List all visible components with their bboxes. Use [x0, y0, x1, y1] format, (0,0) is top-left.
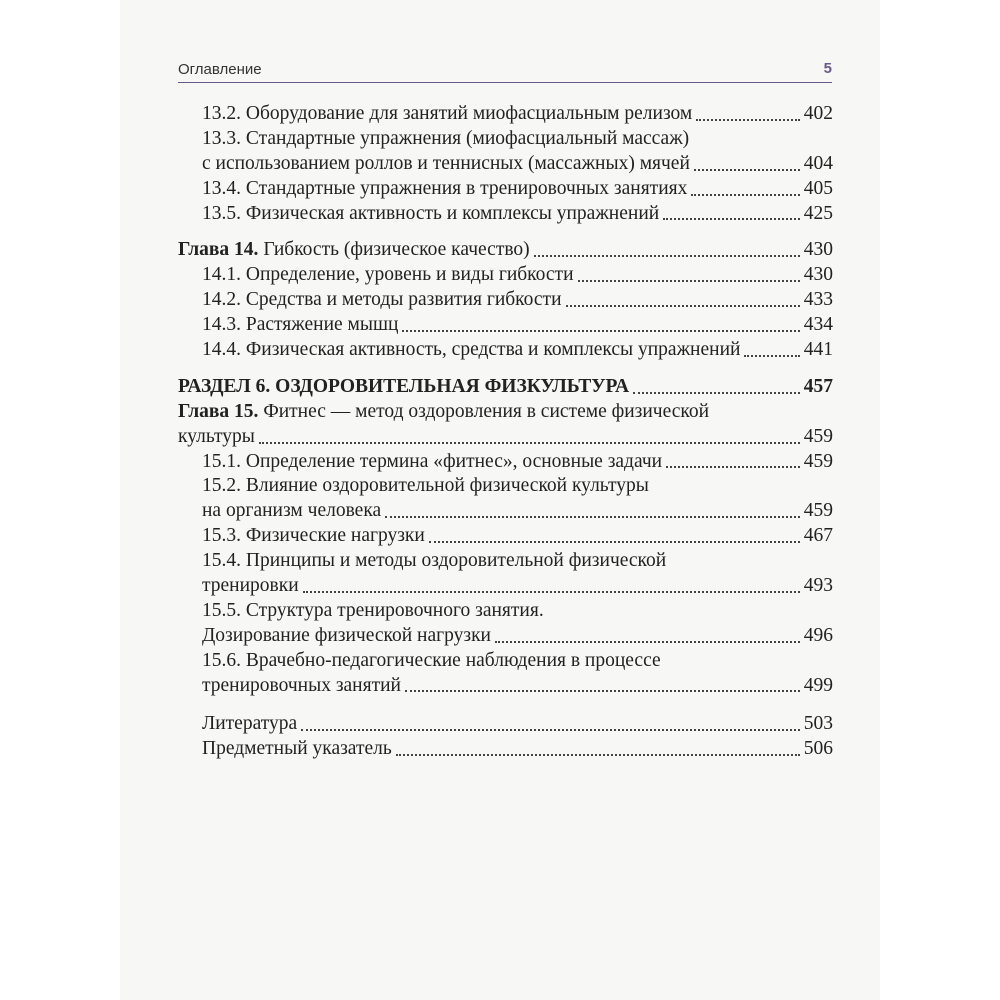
- toc-page-number: 459: [803, 500, 833, 522]
- toc-entry-13-3[interactable]: [178, 127, 833, 177]
- toc-line: 13.2. Оборудование для занятий миофасциальным релизом: [202, 103, 693, 124]
- toc-line: 15.5. Структура тренировочного занятия.: [202, 599, 544, 621]
- toc-line: РАЗДЕЛ 6. ОЗДОРОВИТЕЛЬНАЯ ФИЗКУЛЬТУРА: [178, 375, 630, 397]
- toc-line: Дозирование физической нагрузки: [202, 624, 491, 646]
- dot-leader: [696, 102, 799, 127]
- toc-line: 15.2. Влияние оздоровительной физической культуры: [202, 475, 649, 497]
- toc-page-number: 433: [803, 289, 833, 311]
- toc-entry-text: [202, 674, 401, 699]
- toc-entry-text: [202, 313, 398, 338]
- toc-line: тренировки: [202, 575, 299, 597]
- toc-line: Фитнес — метод оздоровления в системе физической: [258, 400, 710, 422]
- toc-page-number: 457: [803, 375, 833, 397]
- toc-page-number: 496: [803, 624, 833, 646]
- chapter-label: Глава 14.: [178, 239, 259, 261]
- toc-entry-15-4[interactable]: [178, 549, 833, 599]
- toc-line: 13.3. Стандартные упражнения (миофасциальный массаж): [202, 127, 690, 149]
- toc-line: 14.3. Растяжение мышц: [202, 314, 399, 336]
- toc-page-number: 404: [803, 152, 833, 174]
- toc-page-number: 467: [803, 525, 833, 547]
- toc-line: 14.2. Средства и методы развития гибкости: [202, 289, 562, 311]
- toc-entry-14-4[interactable]: [178, 338, 833, 363]
- dot-leader: [259, 425, 800, 450]
- toc-entry-text: [202, 600, 544, 621]
- toc-entry-text: [178, 238, 530, 263]
- toc-entry-text: [202, 263, 574, 288]
- toc-entry-15-5[interactable]: [178, 599, 833, 649]
- table-of-contents: [178, 102, 833, 762]
- toc-line: Гибкость (физическое качество): [258, 239, 530, 261]
- toc-entry-13-2[interactable]: [178, 102, 833, 127]
- toc-entry-text: [202, 202, 659, 227]
- toc-line: 14.4. Физическая активность, средства и комплексы упражнений: [202, 339, 741, 361]
- toc-line: 15.3. Физические нагрузки: [202, 525, 425, 547]
- toc-spacer: [178, 698, 833, 712]
- toc-page-number: 459: [803, 425, 833, 447]
- toc-line: на организм человека: [202, 500, 382, 522]
- toc-line: 15.6. Врачебно-педагогические наблюдения в процессе: [202, 649, 661, 671]
- toc-entry-text: [202, 524, 425, 549]
- dot-leader: [495, 624, 800, 649]
- toc-line: с использованием роллов и теннисных (массажных) мячей: [202, 152, 690, 174]
- toc-entry-15-2[interactable]: [178, 474, 833, 524]
- toc-entry-15-3[interactable]: [178, 524, 833, 549]
- toc-entry-text: [202, 177, 687, 202]
- toc-line: 13.4. Стандартные упражнения в тренировочных занятиях: [202, 177, 688, 199]
- toc-entry-text: [178, 375, 629, 400]
- dot-leader: [429, 524, 800, 549]
- chapter-label: Глава 15.: [178, 400, 259, 422]
- toc-line: Литература: [202, 713, 298, 735]
- toc-entry-13-5[interactable]: [178, 202, 833, 227]
- running-header: [178, 60, 832, 83]
- toc-page-number: 402: [803, 103, 833, 124]
- toc-page-number: 405: [803, 177, 833, 199]
- dot-leader: [303, 574, 800, 599]
- toc-page-number: 459: [803, 450, 833, 472]
- toc-entry-14-3[interactable]: [178, 313, 833, 338]
- header-title: Оглавление: [178, 61, 262, 78]
- toc-entry-text: [202, 499, 381, 524]
- toc-entry-text: [202, 450, 662, 475]
- toc-entry-text: [202, 550, 666, 571]
- dot-leader: [691, 177, 799, 202]
- toc-entry-14-2[interactable]: [178, 288, 833, 313]
- toc-line: 15.4. Принципы и методы оздоровительной физической: [202, 550, 667, 572]
- dot-leader: [534, 238, 800, 263]
- dot-leader: [633, 375, 800, 400]
- toc-page-number: 503: [803, 713, 833, 735]
- dot-leader: [663, 202, 800, 227]
- toc-entry-13-4[interactable]: [178, 177, 833, 202]
- toc-line: 14.1. Определение, уровень и виды гибкости: [202, 264, 574, 286]
- toc-entry-text: [202, 712, 297, 737]
- toc-entry-text: [202, 338, 740, 363]
- toc-entry-15-6[interactable]: [178, 649, 833, 699]
- dot-leader: [694, 152, 800, 177]
- toc-line: тренировочных занятий: [202, 674, 401, 696]
- toc-page-number: 430: [803, 239, 833, 261]
- dot-leader: [301, 712, 800, 737]
- header-page-number: 5: [823, 60, 832, 77]
- toc-entry-text: [202, 737, 392, 762]
- dot-leader: [566, 288, 800, 313]
- toc-entry-idx[interactable]: [178, 737, 833, 762]
- toc-line: Предметный указатель: [202, 738, 392, 760]
- dot-leader: [666, 450, 800, 475]
- toc-entry-lit[interactable]: [178, 712, 833, 737]
- toc-page-number: 493: [803, 575, 833, 597]
- toc-entry-text: [178, 425, 255, 450]
- toc-page-number: 425: [803, 202, 833, 224]
- toc-entry-text: [202, 574, 299, 599]
- toc-spacer: [178, 226, 833, 238]
- toc-line: 15.1. Определение термина «фитнес», основные задачи: [202, 450, 663, 472]
- toc-entry-text: [202, 475, 649, 496]
- toc-entry-text: [202, 102, 692, 127]
- toc-page-number: 434: [803, 314, 833, 336]
- dot-leader: [578, 263, 800, 288]
- dot-leader: [385, 499, 800, 524]
- toc-entry-text: [202, 624, 491, 649]
- toc-entry-text: [202, 288, 562, 313]
- toc-entry-text: [178, 401, 709, 422]
- dot-leader: [396, 737, 800, 762]
- toc-entry-14-1[interactable]: [178, 263, 833, 288]
- dot-leader: [744, 338, 799, 363]
- toc-line: 13.5. Физическая активность и комплексы упражнений: [202, 202, 660, 224]
- toc-page-number: 506: [803, 738, 833, 760]
- toc-page-number: 499: [803, 674, 833, 696]
- toc-entry-15-1[interactable]: [178, 450, 833, 475]
- dot-leader: [405, 674, 800, 699]
- toc-entry-ch14[interactable]: [178, 238, 833, 263]
- toc-spacer: [178, 363, 833, 375]
- toc-entry-ch15[interactable]: [178, 400, 833, 450]
- toc-line: культуры: [178, 425, 255, 447]
- dot-leader: [402, 313, 799, 338]
- toc-entry-text: [202, 128, 689, 149]
- toc-entry-text: [202, 650, 661, 671]
- toc-page-number: 430: [803, 264, 833, 286]
- toc-entry-text: [202, 152, 690, 177]
- toc-page-number: 441: [803, 339, 833, 361]
- toc-entry-sec6[interactable]: [178, 375, 833, 400]
